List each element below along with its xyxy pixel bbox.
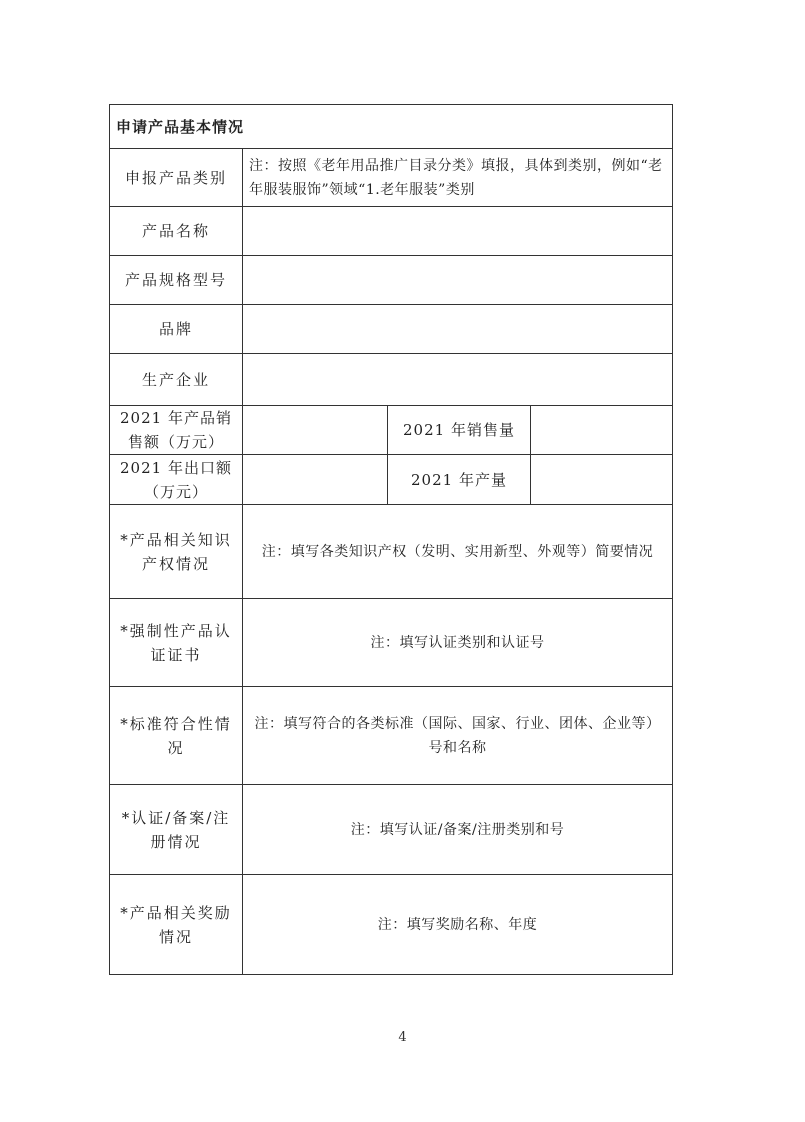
label-product-category: 申报产品类别	[110, 149, 243, 207]
field-export-2021[interactable]	[243, 455, 388, 505]
form-section-row	[110, 105, 673, 149]
row-ccc	[110, 599, 673, 687]
product-info-form	[109, 104, 673, 975]
row-manufacturer	[110, 354, 673, 406]
label-manufacturer: 生产企业	[110, 354, 243, 406]
label-export-2021: 2021 年出口额（万元）	[110, 455, 243, 505]
field-spec-model[interactable]	[243, 256, 673, 305]
label-product-name: 产品名称	[110, 207, 243, 256]
note-ccc[interactable]: 注：填写认证类别和认证号	[243, 599, 673, 687]
field-brand[interactable]	[243, 305, 673, 354]
row-registration	[110, 785, 673, 875]
note-registration[interactable]: 注：填写认证/备案/注册类别和号	[243, 785, 673, 875]
label-standards: *标准符合性情况	[110, 687, 243, 785]
field-sales-volume-2021[interactable]	[531, 406, 673, 455]
label-sales-volume-2021: 2021 年销售量	[388, 406, 531, 455]
field-sales-2021[interactable]	[243, 406, 388, 455]
row-category	[110, 149, 673, 207]
row-brand	[110, 305, 673, 354]
note-product-category[interactable]: 注：按照《老年用品推广目录分类》填报，具体到类别，例如“老年服装服饰”领域“1.老年服装”类别	[243, 149, 673, 207]
section-title: 申请产品基本情况	[110, 105, 673, 149]
row-product-name	[110, 207, 673, 256]
label-awards: *产品相关奖励情况	[110, 875, 243, 975]
row-export-2021	[110, 455, 673, 505]
label-sales-2021: 2021 年产品销售额（万元）	[110, 406, 243, 455]
row-sales-2021	[110, 406, 673, 455]
label-output-2021: 2021 年产量	[388, 455, 531, 505]
label-ccc: *强制性产品认证证书	[110, 599, 243, 687]
label-brand: 品牌	[110, 305, 243, 354]
row-ip	[110, 505, 673, 599]
label-ip: *产品相关知识产权情况	[110, 505, 243, 599]
field-product-name[interactable]	[243, 207, 673, 256]
note-ip[interactable]: 注：填写各类知识产权（发明、实用新型、外观等）简要情况	[243, 505, 673, 599]
row-awards	[110, 875, 673, 975]
label-registration: *认证/备案/注册情况	[110, 785, 243, 875]
field-output-2021[interactable]	[531, 455, 673, 505]
label-spec-model: 产品规格型号	[110, 256, 243, 305]
page-number: 4	[398, 1030, 407, 1045]
row-spec-model	[110, 256, 673, 305]
note-awards[interactable]: 注：填写奖励名称、年度	[243, 875, 673, 975]
row-standards	[110, 687, 673, 785]
note-standards[interactable]: 注：填写符合的各类标准（国际、国家、行业、团体、企业等）号和名称	[243, 687, 673, 785]
field-manufacturer[interactable]	[243, 354, 673, 406]
